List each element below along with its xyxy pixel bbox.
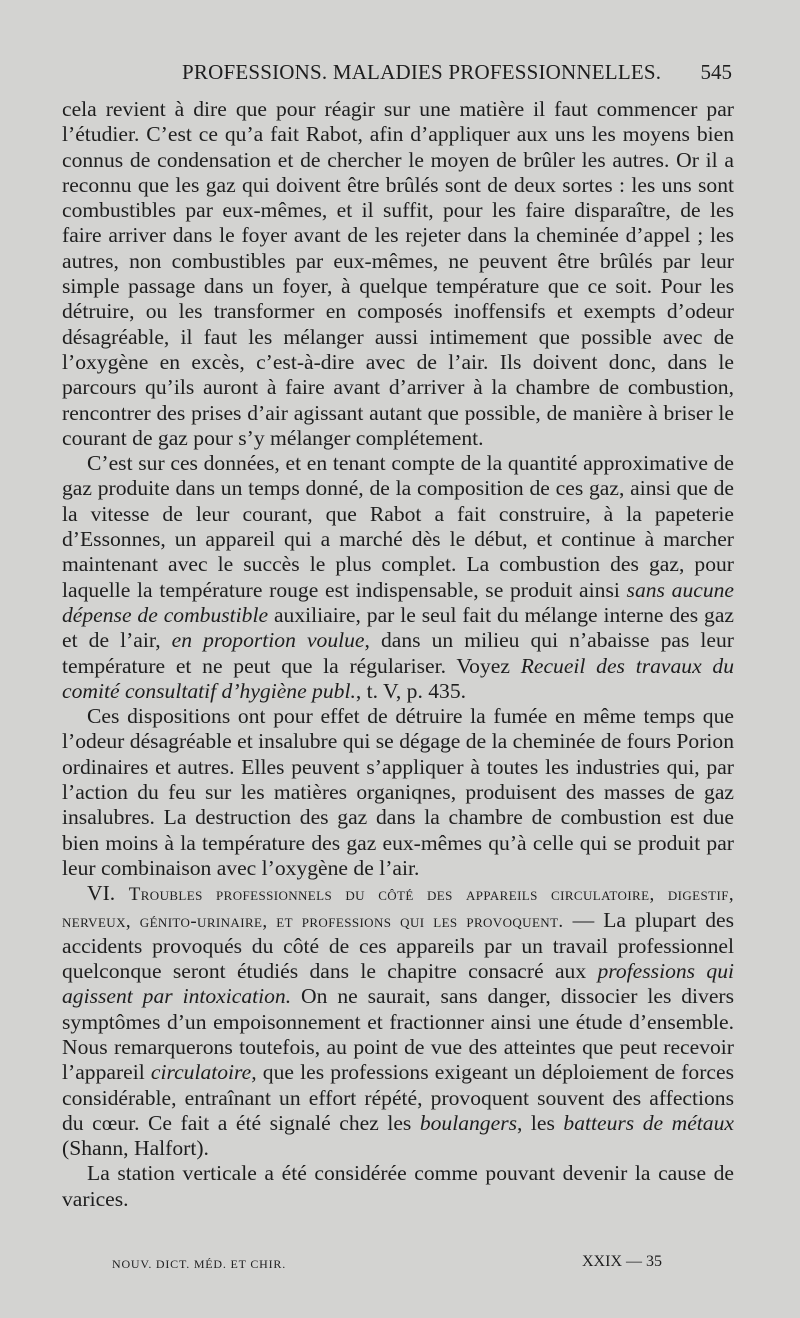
body-text	[62, 97, 734, 1212]
paragraph-4-italic-2: circulatoire,	[150, 1060, 257, 1085]
paragraph-1	[62, 97, 734, 451]
running-title: PROFESSIONS. MALADIES PROFESSIONNELLES.	[182, 60, 662, 84]
paragraph-2-italic-1: sans aucune dépense de combustible	[62, 577, 734, 627]
paragraph-4-italic-1: professions qui agissent par intoxication.	[62, 959, 734, 1009]
paragraph-2-italic-3: Recueil des travaux du comité consultatif d’hygiène publ.	[62, 653, 734, 703]
paragraph-4-text-b: On ne saurait, sans danger, dissocier les divers symptômes d’un empoisonnement et fractionner ainsi une étude d’ensemble. Nous remarquerons toutefois, au point de vue des atteintes que peut recevoir l’appareil	[62, 984, 735, 1085]
footer-sheet-number: XXIX — 35	[582, 1253, 662, 1270]
running-header	[62, 60, 734, 88]
paragraph-3-text: Ces dispositions ont pour effet de détruire la fumée en même temps que l’odeur désagréable et insalubre qui se dégage de la cheminée de fours Porion ordinaires et autres. Elles peuvent s’appliquer à toutes les industries qui, par l’action du feu sur les matières organiqnes, produisent des masses de gaz insalubres. La destruction des gaz dans la chambre de combustion est due bien moins à la température des gaz eux-mêmes qu’à celle qui se produit par leur combinaison avec l’oxygène de l’air.	[62, 704, 734, 880]
paragraph-2-text-c: , dans un milieu qui n’abaisse pas leur température et ne peut que la régulariser. Voyez	[62, 628, 734, 678]
paragraph-1-text: cela revient à dire que pour réagir sur une matière il faut commencer par l’étudier. C’est ce qu’a fait Rabot, afin d’appliquer aux uns les moyens bien connus de condensation et de chercher le moyen de brûler les autres. Or il a reconnu que les gaz qui doivent être brûlés sont de deux sortes : les uns sont combustibles par eux-mêmes, et il suffit, pour les faire disparaître, de les faire arriver dans le foyer avant de les rejeter dans la cheminée d’appel ; les autres, non combustibles par eux-mêmes, ne peuvent être brûlés par leur simple passage dans un foyer, à quelque température que ce soit. Pour les détruire, ou les transformer en composés inoffensifs et exempts d’odeur désagréable, il faut les mélanger aussi intimement que possible avec de l’oxygène en excès, c’est-à-dire avec de l’air. Ils doivent donc, dans le parcours qu’ils auront à faire avant d’arriver à la chambre de combustion, rencontrer des prises d’air agissant autant que possible, de manière à briser le courant de gaz pour s’y mélanger complétement.	[62, 97, 734, 450]
page-number: 545	[700, 60, 732, 84]
paragraph-3	[62, 704, 734, 881]
paragraph-4-italic-3: boulangers	[419, 1110, 517, 1135]
paragraph-2	[62, 451, 734, 704]
section-heading: Troubles professionnels du côté des appareils circulatoire, digestif, nerveux, génito-urinaire, et professions qui les provoquent.	[62, 884, 734, 932]
paragraph-2-italic-2: en proportion voulue	[171, 628, 365, 653]
footer-signature: NOUV. DICT. MÉD. ET CHIR.	[112, 1257, 287, 1271]
paragraph-2-text-a: C’est sur ces données, et en tenant compte de la quantité approximative de gaz produite dans un temps donné, de la composition de ces gaz, ainsi que de la vitesse de leur courant, que Rabot a fait construire, à la papeterie d’Essonnes, un appareil qui a marché dès le début, et continue à marcher maintenant avec le succès le plus complet. La combustion des gaz, pour laquelle la température rouge est indispensable, se produit ainsi	[62, 451, 734, 602]
paragraph-4	[62, 881, 734, 1161]
paragraph-2-text-d: , t. V, p. 435.	[355, 678, 467, 703]
paragraph-4-text-c: que les professions exigeant un déploiement de forces considérable, entraînant un effort répété, provoquent souvent des affections du cœur. Ce fait a été signalé chez les	[62, 1060, 734, 1135]
section-number: VI.	[87, 881, 116, 906]
paragraph-5-text: La station verticale a été considérée comme pouvant devenir la cause de varices.	[62, 1161, 734, 1211]
page-footer	[62, 1253, 734, 1275]
paragraph-2-text-b: auxiliaire, par le seul fait du mélange interne des gaz et de l’air,	[62, 602, 734, 653]
paragraph-4-text-d: , les	[517, 1110, 555, 1135]
paragraph-4-italic-4: batteurs de métaux	[563, 1110, 734, 1135]
paragraph-4-text-a: — La plupart des accidents provoqués du côté de ces appareils par un travail professionnel quelconque seront étudiés dans le chapitre consacré aux	[62, 907, 735, 984]
paragraph-4-text-e: (Shann, Halfort).	[62, 1136, 209, 1161]
paragraph-5	[62, 1161, 734, 1212]
